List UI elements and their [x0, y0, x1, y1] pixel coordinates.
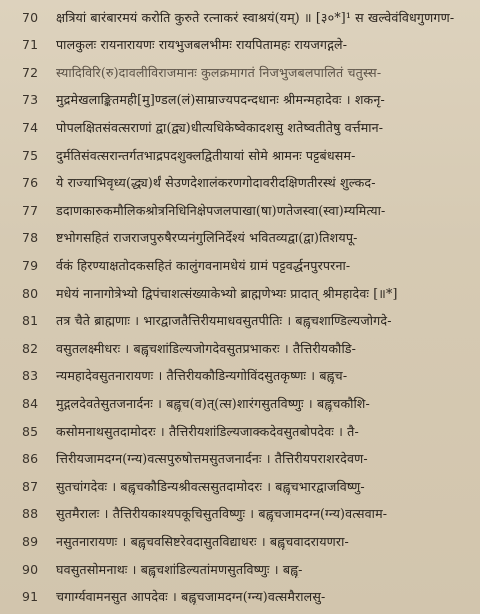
line-number: 86: [22, 451, 39, 467]
text-line: [0, 32, 480, 58]
line-text: मुद्रमेखलाङ्कितमही[मु]ण्डल(लं)साम्राज्यपदन्दधानः श्रीमन्महादेवः । शकनृ-: [56, 92, 385, 108]
text-line: [0, 87, 480, 113]
line-number: 91: [22, 589, 39, 605]
text-line: [0, 335, 480, 361]
line-number: 79: [22, 257, 39, 273]
text-line: [0, 197, 480, 223]
text-line: [0, 390, 480, 416]
text-line: [0, 252, 480, 278]
line-text: तत्र चैते ब्राह्मणाः । भारद्वाजतैत्तिरीयमाधवसुतपीतिः । बह्वृचशाण्डिल्यजोगदे-: [56, 313, 392, 329]
text-line: [0, 170, 480, 196]
text-line: [0, 528, 480, 554]
line-text: मधेयं नानागोत्रेभ्यो द्विपंचाशत्संख्याकेभ्यो ब्राह्मणेभ्यः प्रादात् श्रीमहादेवः [॥*]: [56, 285, 398, 301]
text-line: [0, 280, 480, 306]
line-text: न्यमहादेवसुतनारायणः । तैत्तिरीयकौडिन्यगोविंदसुतकृष्णः । बह्वृच-: [56, 368, 348, 384]
line-text: पालकुलः रायनारायणः रायभुजबलभीमः रायपितामहः रायजगद्गले-: [56, 37, 348, 53]
line-text: चगार्ग्यवामनसुत आपदेवः । बह्वृचजामदग्न(ग्न्य)वत्समैरालसु-: [56, 589, 326, 605]
line-number: 88: [22, 506, 39, 522]
text-line: [0, 59, 480, 85]
text-line: [0, 556, 480, 582]
text-line: [0, 4, 480, 30]
text-line: [0, 418, 480, 444]
line-number: 89: [22, 533, 39, 549]
text-line: [0, 308, 480, 334]
line-number: 80: [22, 285, 39, 301]
line-number: 70: [22, 9, 39, 25]
line-text: डदाणकारुकमौलिकश्रोत्रनिधिनिक्षेपजलपाखा(षा)णतेजस्वा(स्वा)म्यमित्या-: [56, 202, 386, 218]
line-number: 81: [22, 313, 39, 329]
text-line: [0, 473, 480, 499]
line-text: क्षत्रियां बारंबारमयं करोति कुरुते रत्नाकरं स्वाश्रयं(यम्) ॥ [३०*]¹ स खल्वेवंविधगुणगण-: [56, 9, 455, 25]
line-text: नसुतनारायणः । बह्वृचवसिष्टरेवदासुतविद्याधरः । बह्वृचवादरायणरा-: [56, 533, 349, 549]
text-line: [0, 363, 480, 389]
text-line: [0, 501, 480, 527]
line-text: सुतमैरालः । तैत्तिरीयकाश्यपकूचिसुतविष्णुः । बह्वृचजामदग्न(ग्न्य)वत्सवाम-: [56, 506, 388, 522]
line-number: 84: [22, 395, 39, 411]
text-line: [0, 225, 480, 251]
line-text: ये राज्याभिवृध्य(द्ध्य)र्थं सेउणदेशालंकरणगोदावरीदक्षिणतीरस्थं शुल्कद-: [56, 175, 376, 191]
line-text: घवसुतसोमनाथः । बह्वृचशांडिल्यतांमणसुतविष्णुः । बह्वृ-: [56, 561, 303, 577]
line-number: 82: [22, 340, 39, 356]
line-text: त्तिरीयजामदग्न(ग्न्य)वत्सपुरुषोत्तमसुतजनार्दनः । तैत्तिरीयपराशरदेवण-: [56, 451, 368, 467]
line-text: स्यादिविरि(रु)दावलीविराजमानः कुलक्रमागतं निजभुजबलपालितं चतुस्स-: [56, 64, 382, 80]
line-number: 72: [22, 64, 39, 80]
line-text: दुर्मतिसंवत्सरान्तर्गतभाद्रपदशुक्लद्वितीयायां सोमे श्रामनः पट्टबंधसम-: [56, 147, 356, 163]
line-number: 71: [22, 37, 39, 53]
line-text: र्वकं हिरण्याक्षतोदकसहितं कालुंगवनामधेयं ग्रामं पट्टवर्द्धनपुरपरना-: [56, 257, 351, 273]
line-text: वसुतलक्ष्मीधरः । बह्वृचशांडिल्यजोगदेवसुतप्रभाकरः । तैत्तिरीयकौडि-: [56, 340, 357, 356]
line-number: 77: [22, 202, 39, 218]
line-number: 85: [22, 423, 39, 439]
line-text: पोपलक्षितसंवत्सराणां द्वा(द्व्य)धीत्यधिकेष्वेकादशसु शतेष्वतीतेषु वर्त्तमान-: [56, 119, 384, 135]
line-text: मुद्गलदेवतेसुतजनार्दनः । बह्वृच(व)त्(त्स)शारंगसुतविष्णुः । बह्वृचकौशि-: [56, 395, 370, 411]
line-text: कसोमनाथसुतदामोदरः । तैत्तिरीयशांडिल्यजाक्कदेवसुतबोपदेवः । तै-: [56, 423, 359, 439]
text-line: [0, 584, 480, 610]
text-line: [0, 114, 480, 140]
line-text: ष्टभोगसहितं राजराजपुरुषैरप्यनंगुलिनिर्देश्यं भवितव्यद्वा(द्वा)तिशयपू-: [56, 230, 358, 246]
text-line: [0, 142, 480, 168]
line-number: 75: [22, 147, 39, 163]
line-number: 74: [22, 119, 39, 135]
line-text: सुतचांगदेवः । बह्वृचकौडिन्यश्रीवत्ससुतदामोदरः । बह्वृचभारद्वाजविष्णु-: [56, 478, 365, 494]
line-number: 76: [22, 175, 39, 191]
line-number: 83: [22, 368, 39, 384]
text-line: [0, 446, 480, 472]
line-number: 90: [22, 561, 39, 577]
line-number: 87: [22, 478, 39, 494]
line-number: 78: [22, 230, 39, 246]
line-number: 73: [22, 92, 39, 108]
